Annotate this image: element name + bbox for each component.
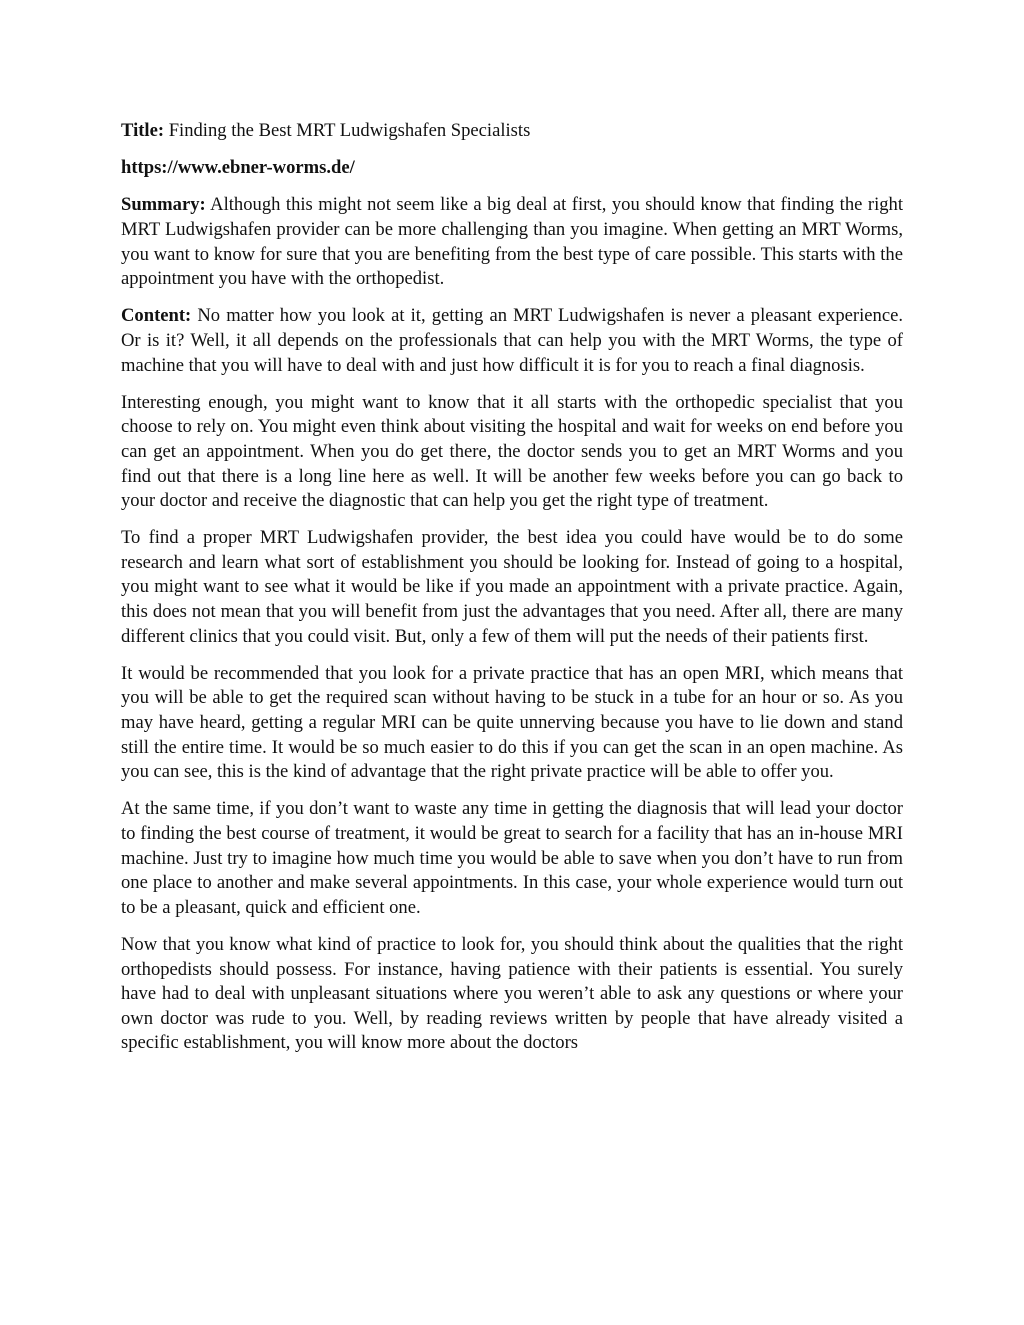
body-paragraph-3: It would be recommended that you look for a private practice that has an open MRI, which means that you will be able to get the required scan without having to be stuck in a tube for an hour or so. As you may have heard, getting a regular MRI can be quite unnerving because you have to lie down and stand still the entire time. It would be so much easier to do this if you can get the scan in an open machine. As you can see, this is the kind of advantage that the right private practice will be able to offer you. <box>121 662 903 783</box>
content-intro-text: No matter how you look at it, getting an MRT Ludwigshafen is never a pleasant experience. Or is it? Well, it all depends on the professionals that can help you with the MRT Worms, the type of machine that you will have to deal with and just how difficult it is for you to reach a final diagnosis. <box>121 305 903 376</box>
body-paragraph-5: Now that you know what kind of practice to look for, you should think about the qualities that the right orthopedists should possess. For instance, having patience with their patients is essential. You surely have had to deal with unpleasant situations where you weren’t able to ask any questions or where your own doctor was rude to you. Well, by reading reviews written by people that have already visited a specific establishment, you will know more about the doctors <box>121 933 903 1054</box>
summary-text: Although this might not seem like a big deal at first, you should know that finding the right MRT Ludwigshafen provider can be more challenging than you imagine. When getting an MRT Worms, you want to know for sure that you are benefiting from the best type of care possible. This starts with the appointment you have with the orthopedist. <box>121 194 904 290</box>
title-label: Title: <box>121 120 165 141</box>
content-paragraph <box>121 304 903 378</box>
summary-paragraph <box>121 193 903 291</box>
content-label: Content: <box>121 305 192 327</box>
body-paragraph-1: Interesting enough, you might want to know that it all starts with the orthopedic specialist that you choose to rely on. You might even think about visiting the hospital and wait for weeks on end before you can get an appointment. When you do get there, the doctor sends you to get an MRT Worms and you find out that there is a long line here as well. It will be another few weeks before you can go back to your doctor and receive the diagnostic that can help you get the right type of treatment. <box>121 391 903 512</box>
title-text: Finding the Best MRT Ludwigshafen Specialists <box>168 120 531 141</box>
body-paragraph-4: At the same time, if you don’t want to waste any time in getting the diagnosis that will lead your doctor to finding the best course of treatment, it would be great to search for a facility that has an in-house MRI machine. Just try to imagine how much time you would be able to save when you don’t have to run from one place to another and make several appointments. In this case, your whole experience would turn out to be a pleasant, quick and efficient one. <box>121 798 903 918</box>
title-line <box>121 119 903 144</box>
body-paragraph-2: To find a proper MRT Ludwigshafen provider, the best idea you could have would be to do some research and learn what sort of establishment you should be looking for. Instead of going to a hospital, you might want to see what it would be like if you made an appointment with a private practice. Again, this does not mean that you will benefit from just the advantages that you need. After all, there are many different clinics that you could visit. But, only a few of them will put the needs of their patients first. <box>121 527 903 647</box>
document-page <box>121 119 903 1069</box>
url-line <box>121 156 903 181</box>
source-url: https://www.ebner-worms.de/ <box>121 157 355 179</box>
summary-label: Summary: <box>121 194 206 216</box>
